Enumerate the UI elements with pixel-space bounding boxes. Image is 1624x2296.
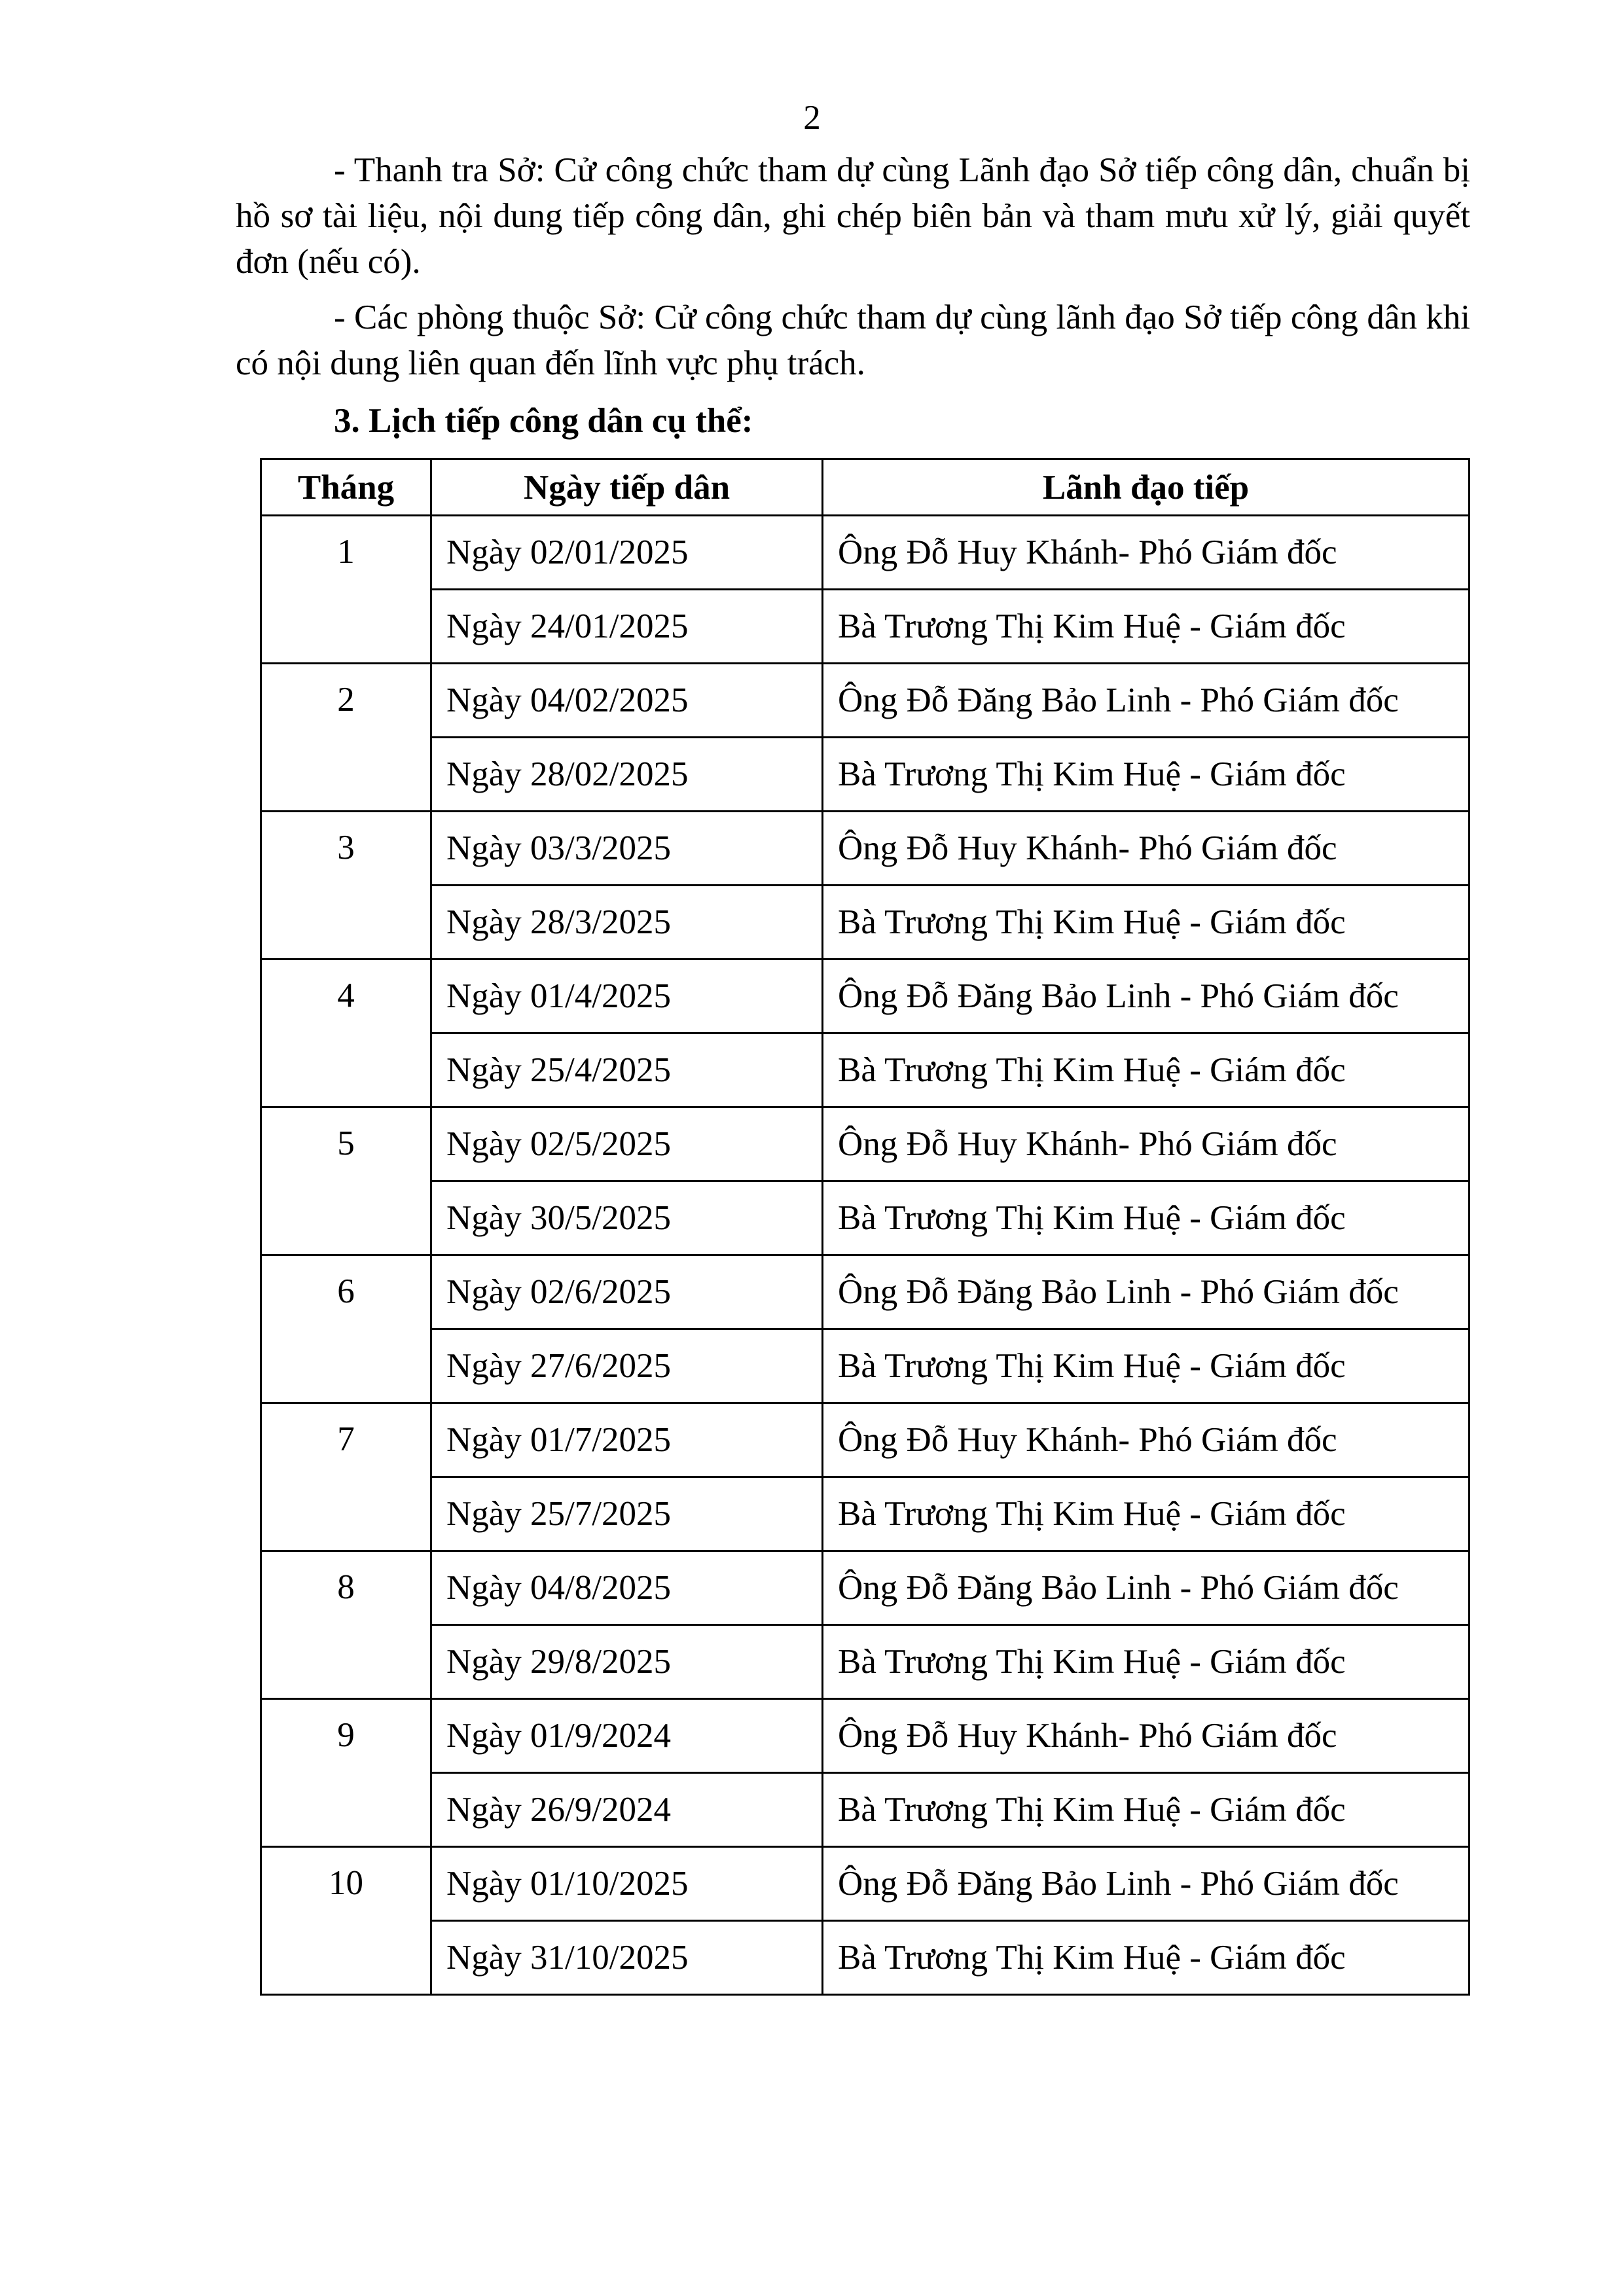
table-row — [261, 1181, 1470, 1255]
table-row — [261, 1847, 1470, 1921]
reception-date-cell: Ngày 02/5/2025 — [431, 1107, 823, 1181]
reception-date-cell: Ngày 24/01/2025 — [431, 590, 823, 664]
reception-date-cell: Ngày 26/9/2024 — [431, 1773, 823, 1847]
reception-date-cell: Ngày 01/10/2025 — [431, 1847, 823, 1921]
reception-date-cell: Ngày 01/4/2025 — [431, 960, 823, 1033]
month-cell: 3 — [261, 812, 431, 960]
leader-cell: Ông Đỗ Đăng Bảo Linh - Phó Giám đốc — [823, 1551, 1470, 1625]
paragraph-inspectorate: - Thanh tra Sở: Cử công chức tham dự cùng Lãnh đạo Sở tiếp công dân, chuẩn bị hồ sơ tài liệu, nội dung tiếp công dân, ghi chép biên bản và tham mưu xử lý, giải quyết đơn (nếu có). — [236, 151, 1470, 281]
table-row — [261, 1551, 1470, 1625]
leader-cell: Ông Đỗ Đăng Bảo Linh - Phó Giám đốc — [823, 1847, 1470, 1921]
month-cell: 2 — [261, 664, 431, 812]
table-row — [261, 812, 1470, 886]
reception-date-cell: Ngày 02/01/2025 — [431, 516, 823, 590]
table-row — [261, 664, 1470, 738]
table-row — [261, 516, 1470, 590]
table-header-row — [261, 459, 1470, 516]
page-number: 2 — [803, 99, 821, 137]
reception-date-cell: Ngày 27/6/2025 — [431, 1329, 823, 1403]
month-cell: 4 — [261, 960, 431, 1107]
table-row — [261, 960, 1470, 1033]
month-cell: 10 — [261, 1847, 431, 1995]
month-cell: 6 — [261, 1255, 431, 1403]
table-row — [261, 1921, 1470, 1995]
header-leader: Lãnh đạo tiếp — [823, 459, 1470, 516]
leader-cell: Bà Trương Thị Kim Huệ - Giám đốc — [823, 1625, 1470, 1699]
leader-cell: Bà Trương Thị Kim Huệ - Giám đốc — [823, 590, 1470, 664]
leader-cell: Ông Đỗ Đăng Bảo Linh - Phó Giám đốc — [823, 960, 1470, 1033]
table-row — [261, 1329, 1470, 1403]
table-body — [261, 516, 1470, 1995]
table-row — [261, 1699, 1470, 1773]
table-row — [261, 1477, 1470, 1551]
paragraph-departments: - Các phòng thuộc Sở: Cử công chức tham dự cùng lãnh đạo Sở tiếp công dân khi có nội dung liên quan đến lĩnh vực phụ trách. — [236, 298, 1470, 382]
table-row — [261, 886, 1470, 960]
leader-cell: Bà Trương Thị Kim Huệ - Giám đốc — [823, 886, 1470, 960]
leader-cell: Ông Đỗ Đăng Bảo Linh - Phó Giám đốc — [823, 1255, 1470, 1329]
leader-cell: Bà Trương Thị Kim Huệ - Giám đốc — [823, 1033, 1470, 1107]
leader-cell: Ông Đỗ Huy Khánh- Phó Giám đốc — [823, 516, 1470, 590]
reception-date-cell: Ngày 04/02/2025 — [431, 664, 823, 738]
reception-date-cell: Ngày 01/9/2024 — [431, 1699, 823, 1773]
leader-cell: Bà Trương Thị Kim Huệ - Giám đốc — [823, 1477, 1470, 1551]
header-date: Ngày tiếp dân — [431, 459, 823, 516]
reception-date-cell: Ngày 31/10/2025 — [431, 1921, 823, 1995]
leader-cell: Bà Trương Thị Kim Huệ - Giám đốc — [823, 1773, 1470, 1847]
reception-date-cell: Ngày 30/5/2025 — [431, 1181, 823, 1255]
leader-cell: Bà Trương Thị Kim Huệ - Giám đốc — [823, 1329, 1470, 1403]
reception-date-cell: Ngày 28/3/2025 — [431, 886, 823, 960]
table-row — [261, 1255, 1470, 1329]
reception-date-cell: Ngày 29/8/2025 — [431, 1625, 823, 1699]
section-heading: 3. Lịch tiếp công dân cụ thể: — [334, 402, 753, 440]
leader-cell: Bà Trương Thị Kim Huệ - Giám đốc — [823, 1181, 1470, 1255]
month-cell: 5 — [261, 1107, 431, 1255]
leader-cell: Ông Đỗ Huy Khánh- Phó Giám đốc — [823, 1403, 1470, 1477]
table-row — [261, 1033, 1470, 1107]
reception-date-cell: Ngày 28/02/2025 — [431, 738, 823, 812]
table-row — [261, 1403, 1470, 1477]
leader-cell: Ông Đỗ Đăng Bảo Linh - Phó Giám đốc — [823, 664, 1470, 738]
reception-date-cell: Ngày 25/7/2025 — [431, 1477, 823, 1551]
table-row — [261, 1107, 1470, 1181]
reception-date-cell: Ngày 01/7/2025 — [431, 1403, 823, 1477]
reception-date-cell: Ngày 25/4/2025 — [431, 1033, 823, 1107]
leader-cell: Ông Đỗ Huy Khánh- Phó Giám đốc — [823, 1699, 1470, 1773]
month-cell: 1 — [261, 516, 431, 664]
leader-cell: Ông Đỗ Huy Khánh- Phó Giám đốc — [823, 812, 1470, 886]
reception-date-cell: Ngày 04/8/2025 — [431, 1551, 823, 1625]
month-cell: 7 — [261, 1403, 431, 1551]
month-cell: 8 — [261, 1551, 431, 1699]
leader-cell: Bà Trương Thị Kim Huệ - Giám đốc — [823, 1921, 1470, 1995]
table-row — [261, 1625, 1470, 1699]
table-row — [261, 1773, 1470, 1847]
table-row — [261, 590, 1470, 664]
leader-cell: Ông Đỗ Huy Khánh- Phó Giám đốc — [823, 1107, 1470, 1181]
reception-date-cell: Ngày 03/3/2025 — [431, 812, 823, 886]
month-cell: 9 — [261, 1699, 431, 1847]
reception-date-cell: Ngày 02/6/2025 — [431, 1255, 823, 1329]
table-row — [261, 738, 1470, 812]
leader-cell: Bà Trương Thị Kim Huệ - Giám đốc — [823, 738, 1470, 812]
header-month: Tháng — [261, 459, 431, 516]
citizen-reception-schedule-table — [260, 458, 1470, 1996]
